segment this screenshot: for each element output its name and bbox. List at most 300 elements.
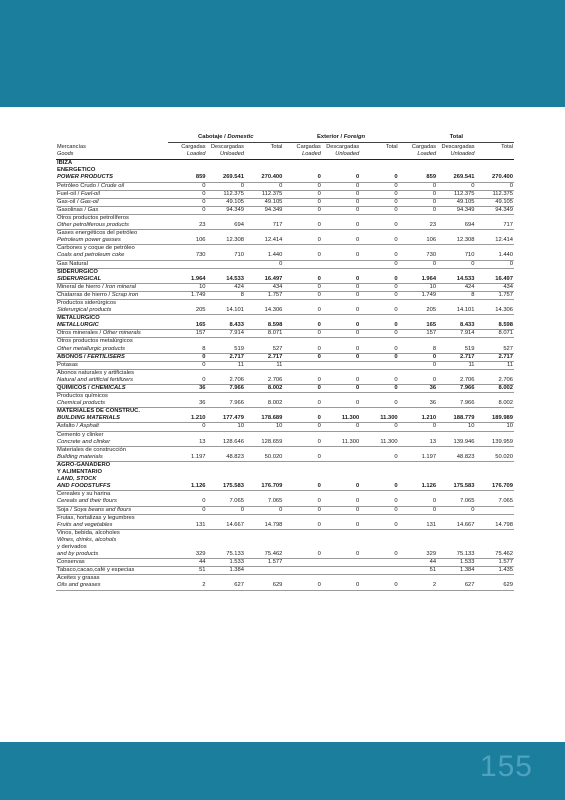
table-cell: [437, 575, 475, 583]
table-cell: [283, 167, 321, 174]
table-cell: 11.300: [322, 415, 360, 423]
table-cell: 0: [322, 322, 360, 330]
table-cell: 0: [283, 377, 321, 385]
table-cell: [360, 431, 398, 439]
col-loaded: Cargadas: [411, 144, 437, 151]
row-label: Building materials: [56, 454, 168, 462]
table-cell: 14.101: [207, 307, 245, 315]
table-cell: [207, 537, 245, 544]
table-cell: 165: [399, 322, 437, 330]
table-row: [56, 361, 514, 369]
row-label: Petroleum power gasses: [56, 237, 168, 245]
table-cell: 49.105: [437, 198, 475, 206]
table-cell: 0: [360, 353, 398, 361]
table-cell: 710: [207, 252, 245, 260]
table-cell: [476, 431, 515, 439]
table-cell: 1.210: [168, 415, 206, 423]
row-label: MATERIALES DE CONSTRUC.: [57, 408, 140, 415]
table-cell: 176.709: [245, 483, 283, 491]
table-cell: [322, 408, 360, 416]
table-cell: [322, 361, 360, 369]
table-cell: [322, 469, 360, 476]
table-cell: 112.375: [207, 190, 245, 198]
table-row: [56, 167, 514, 174]
table-row: [56, 575, 514, 583]
row-label: Productos químicos: [57, 393, 108, 400]
table-cell: [476, 338, 515, 346]
row-label: METALÚRGICO: [57, 315, 100, 322]
row-label: Conservas: [56, 559, 168, 567]
row-label: Other petroliferous products: [56, 222, 168, 230]
table-cell: 0: [399, 498, 437, 506]
table-row: [56, 174, 514, 182]
table-row: [56, 322, 514, 330]
table-cell: 0: [168, 361, 206, 369]
table-cell: 0: [360, 330, 398, 338]
table-cell: 2.706: [207, 377, 245, 385]
table-cell: 8: [437, 291, 475, 299]
table-cell: [476, 537, 515, 544]
table-cell: 0: [283, 276, 321, 284]
row-label: Potasas: [56, 361, 168, 369]
table-cell: [168, 230, 206, 238]
table-cell: 7.966: [437, 400, 475, 408]
col-loaded: Cargadas: [181, 144, 206, 151]
table-cell: [245, 338, 283, 346]
table-cell: [360, 268, 398, 276]
table-cell: 8.071: [476, 330, 515, 338]
table-row: [56, 537, 514, 544]
table-row: [56, 408, 514, 416]
table-cell: 0: [283, 483, 321, 491]
table-cell: [399, 338, 437, 346]
table-cell: [360, 461, 398, 469]
table-cell: [476, 506, 515, 514]
table-cell: 0: [245, 260, 283, 268]
table-cell: 0: [322, 307, 360, 315]
table-cell: 1.384: [207, 567, 245, 575]
table-cell: 106: [399, 237, 437, 245]
table-cell: 2.717: [476, 353, 515, 361]
page-number: 155: [479, 750, 533, 783]
cargo-table: [56, 134, 514, 591]
table-row: [56, 514, 514, 522]
table-cell: [245, 160, 283, 168]
table-cell: [476, 230, 515, 238]
table-cell: 13: [399, 439, 437, 447]
table-cell: 0: [399, 190, 437, 198]
table-cell: 7.065: [245, 498, 283, 506]
table-cell: 205: [399, 307, 437, 315]
table-cell: 0: [476, 260, 515, 268]
table-cell: [360, 575, 398, 583]
table-cell: 0: [207, 182, 245, 190]
row-label: BUILDING MATERIALS: [56, 415, 168, 423]
table-cell: 75.133: [437, 551, 475, 559]
table-row: [56, 182, 514, 190]
table-cell: 128.659: [245, 439, 283, 447]
table-cell: [245, 514, 283, 522]
row-label: and by products: [56, 551, 168, 559]
table-cell: [283, 361, 321, 369]
table-cell: 8.002: [476, 400, 515, 408]
table-cell: [399, 268, 437, 276]
table-cell: [322, 260, 360, 268]
table-cell: [245, 369, 283, 377]
table-cell: 11: [476, 361, 515, 369]
table-cell: 36: [399, 385, 437, 393]
table-cell: 10: [437, 423, 475, 431]
table-cell: 14.306: [245, 307, 283, 315]
row-label: SIDERURGICAL: [56, 276, 168, 284]
table-cell: 175.583: [207, 483, 245, 491]
table-cell: [360, 361, 398, 369]
table-cell: 23: [168, 222, 206, 230]
table-cell: [437, 230, 475, 238]
table-cell: 0: [360, 291, 398, 299]
table-cell: 730: [399, 252, 437, 260]
table-cell: [476, 446, 515, 454]
table-row: [56, 385, 514, 393]
row-label: Chatarras de hierro / Scrap iron: [56, 291, 168, 299]
table-cell: 0: [476, 182, 515, 190]
table-cell: 0: [322, 206, 360, 214]
table-cell: 50.020: [476, 454, 515, 462]
table-cell: [207, 338, 245, 346]
table-row: [56, 439, 514, 447]
table-cell: 112.375: [476, 190, 515, 198]
table-cell: [207, 245, 245, 253]
table-cell: 0: [360, 307, 398, 315]
table-cell: 23: [399, 222, 437, 230]
table-cell: 0: [283, 322, 321, 330]
table-cell: 131: [399, 522, 437, 530]
table-cell: 16.497: [245, 276, 283, 284]
table-cell: [322, 315, 360, 323]
table-cell: [399, 431, 437, 439]
table-cell: [283, 469, 321, 476]
table-cell: 188.779: [437, 415, 475, 423]
table-cell: [476, 514, 515, 522]
table-cell: 0: [322, 353, 360, 361]
table-cell: 8.002: [245, 385, 283, 393]
table-cell: [207, 393, 245, 401]
row-label: Materiales de construcción: [57, 446, 126, 453]
table-cell: [168, 214, 206, 222]
table-cell: [399, 245, 437, 253]
table-cell: [283, 299, 321, 307]
table-cell: 717: [245, 222, 283, 230]
table-cell: 0: [283, 174, 321, 182]
table-cell: 0: [399, 506, 437, 514]
table-cell: [476, 461, 515, 469]
table-cell: [168, 315, 206, 323]
table-cell: 0: [168, 198, 206, 206]
table-cell: 10: [399, 283, 437, 291]
table-cell: 329: [399, 551, 437, 559]
table-cell: [283, 260, 321, 268]
table-cell: [437, 476, 475, 483]
table-cell: 112.375: [245, 190, 283, 198]
table-cell: 94.349: [476, 206, 515, 214]
table-cell: 14.667: [207, 522, 245, 530]
table-cell: [283, 315, 321, 323]
table-cell: 7.966: [207, 400, 245, 408]
table-cell: 0: [283, 291, 321, 299]
table-cell: [399, 393, 437, 401]
table-cell: [437, 431, 475, 439]
table-cell: [207, 469, 245, 476]
table-row: [56, 260, 514, 268]
table-cell: 0: [360, 377, 398, 385]
table-cell: [322, 491, 360, 499]
row-label: Frutas, hortalizas y legumbres: [57, 514, 135, 521]
table-cell: [437, 315, 475, 323]
table-cell: 205: [168, 307, 206, 315]
table-cell: 0: [207, 506, 245, 514]
table-cell: [168, 491, 206, 499]
table-cell: 0: [283, 400, 321, 408]
table-cell: [207, 268, 245, 276]
table-cell: [283, 338, 321, 346]
table-cell: 16.497: [476, 276, 515, 284]
table-cell: [476, 575, 515, 583]
table-cell: 11: [207, 361, 245, 369]
table-cell: 434: [476, 283, 515, 291]
table-cell: 0: [360, 252, 398, 260]
table-cell: [168, 260, 206, 268]
col-total: Total: [501, 144, 513, 151]
group-header-row: [56, 134, 514, 143]
table-cell: 0: [360, 582, 398, 590]
table-cell: 2.717: [437, 353, 475, 361]
table-cell: [360, 567, 398, 575]
table-cell: [322, 160, 360, 168]
table-cell: [245, 167, 283, 174]
table-cell: [207, 160, 245, 168]
table-cell: 94.349: [437, 206, 475, 214]
table-cell: [476, 469, 515, 476]
table-cell: 14.533: [207, 276, 245, 284]
table-cell: 0: [399, 361, 437, 369]
table-cell: 0: [168, 377, 206, 385]
table-cell: 0: [168, 206, 206, 214]
table-cell: [207, 408, 245, 416]
table-cell: [437, 167, 475, 174]
table-cell: [399, 299, 437, 307]
table-cell: [360, 559, 398, 567]
table-body: [56, 160, 514, 590]
table-cell: 0: [322, 506, 360, 514]
table-cell: 75.133: [207, 551, 245, 559]
table-cell: [360, 369, 398, 377]
table-cell: 0: [283, 307, 321, 315]
table-cell: [360, 160, 398, 168]
table-cell: [476, 491, 515, 499]
row-label: LAND, STOCK: [57, 476, 97, 483]
table-cell: 0: [360, 276, 398, 284]
row-label: Coals and petroleum coke: [56, 252, 168, 260]
table-cell: 0: [283, 454, 321, 462]
table-cell: 10: [245, 423, 283, 431]
table-cell: 0: [283, 190, 321, 198]
table-cell: 0: [360, 346, 398, 354]
table-cell: [437, 338, 475, 346]
table-row: [56, 529, 514, 537]
table-cell: 0: [283, 498, 321, 506]
table-cell: 0: [360, 190, 398, 198]
table-cell: 178.689: [245, 415, 283, 423]
table-cell: [168, 431, 206, 439]
table-cell: 12.308: [207, 237, 245, 245]
table-cell: 0: [399, 198, 437, 206]
table-cell: [322, 230, 360, 238]
table-row: [56, 544, 514, 551]
table-cell: [322, 431, 360, 439]
table-cell: 94.349: [245, 206, 283, 214]
table-cell: 527: [476, 346, 515, 354]
table-row: [56, 559, 514, 567]
table-row: [56, 330, 514, 338]
table-cell: 0: [168, 190, 206, 198]
table-cell: 7.966: [437, 385, 475, 393]
table-cell: [437, 268, 475, 276]
table-cell: 165: [168, 322, 206, 330]
table-cell: [283, 544, 321, 551]
table-cell: [476, 167, 515, 174]
table-cell: [322, 514, 360, 522]
table-cell: [360, 469, 398, 476]
table-cell: 629: [245, 582, 283, 590]
table-cell: 0: [322, 174, 360, 182]
table-cell: 0: [283, 551, 321, 559]
table-cell: 629: [476, 582, 515, 590]
table-cell: [207, 299, 245, 307]
table-cell: [245, 544, 283, 551]
table-cell: [283, 230, 321, 238]
table-cell: [322, 268, 360, 276]
table-cell: [360, 408, 398, 416]
table-cell: 0: [360, 400, 398, 408]
table-cell: 10: [207, 423, 245, 431]
table-cell: [399, 408, 437, 416]
table-row: [56, 506, 514, 514]
row-label: Mineral de hierro / Iron mineral: [56, 283, 168, 291]
table-cell: 859: [168, 174, 206, 182]
table-cell: 51: [399, 567, 437, 575]
table-cell: [245, 214, 283, 222]
table-cell: 50.020: [245, 454, 283, 462]
column-header-row-en: [56, 151, 514, 160]
row-label: SIDERÚRGICO: [57, 268, 98, 275]
table-cell: [399, 461, 437, 469]
table-cell: [437, 469, 475, 476]
table-cell: [207, 446, 245, 454]
table-cell: 10: [168, 283, 206, 291]
table-cell: 1.577: [245, 559, 283, 567]
table-row: [56, 415, 514, 423]
table-cell: 0: [322, 400, 360, 408]
table-cell: [322, 537, 360, 544]
table-row: [56, 454, 514, 462]
table-cell: [437, 529, 475, 537]
table-cell: 0: [360, 423, 398, 431]
table-cell: 0: [322, 498, 360, 506]
table-cell: [168, 575, 206, 583]
table-cell: 75.462: [245, 551, 283, 559]
col-total: Total: [270, 144, 283, 151]
table-row: [56, 338, 514, 346]
table-cell: [207, 575, 245, 583]
table-cell: [360, 299, 398, 307]
table-cell: [399, 491, 437, 499]
table-cell: 0: [399, 182, 437, 190]
row-label: Oils and greases: [56, 582, 168, 590]
table-cell: 0: [322, 385, 360, 393]
table-cell: 0: [360, 182, 398, 190]
table-cell: [283, 514, 321, 522]
table-cell: [283, 567, 321, 575]
table-cell: 2.706: [245, 377, 283, 385]
table-cell: 0: [322, 237, 360, 245]
table-cell: 1.440: [245, 252, 283, 260]
table-cell: [360, 529, 398, 537]
table-cell: [283, 491, 321, 499]
table-cell: [476, 408, 515, 416]
table-cell: 0: [399, 377, 437, 385]
table-row: [56, 346, 514, 354]
table-cell: [283, 245, 321, 253]
table-cell: 0: [283, 423, 321, 431]
table-cell: 0: [360, 198, 398, 206]
table-row: [56, 198, 514, 206]
table-row: [56, 369, 514, 377]
table-cell: [245, 431, 283, 439]
table-cell: [245, 537, 283, 544]
table-cell: 0: [360, 237, 398, 245]
table-cell: [322, 393, 360, 401]
table-cell: 7.065: [476, 498, 515, 506]
table-cell: [476, 160, 515, 168]
table-cell: 12.414: [245, 237, 283, 245]
table-cell: [168, 299, 206, 307]
col-unloaded: Descargadas: [441, 144, 475, 151]
table-cell: [245, 315, 283, 323]
table-cell: 2.717: [207, 353, 245, 361]
table-cell: 1.533: [207, 559, 245, 567]
table-cell: [322, 461, 360, 469]
table-row: [56, 160, 514, 168]
table-cell: [283, 537, 321, 544]
col-goods-en: Goods: [56, 151, 168, 160]
table-cell: 189.989: [476, 415, 515, 423]
table-cell: 48.823: [207, 454, 245, 462]
row-label: Gases energéticos del petróleo: [57, 230, 138, 237]
table-cell: [245, 529, 283, 537]
table-cell: [360, 245, 398, 253]
table-cell: 0: [322, 190, 360, 198]
table-cell: 175.583: [437, 483, 475, 491]
table-cell: [245, 446, 283, 454]
table-cell: [168, 393, 206, 401]
table-cell: [207, 230, 245, 238]
table-row: [56, 252, 514, 260]
table-cell: 0: [322, 377, 360, 385]
row-label: Asfalto / Asphalt: [56, 423, 168, 431]
table-cell: 269.541: [207, 174, 245, 182]
table-cell: [168, 160, 206, 168]
table-cell: 0: [283, 385, 321, 393]
